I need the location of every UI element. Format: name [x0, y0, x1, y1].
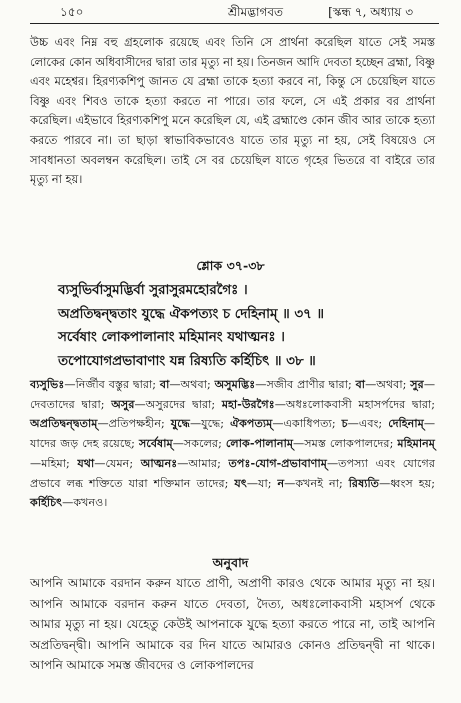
- purport-paragraph: উচ্চ এবং নিম্ন বহু গ্রহলোক রয়েছে এবং তিনি সে প্রার্থনা করেছিল যাতে সেই সমস্ত লোকের কোন অধিবাসীদের দ্বারা তার মৃত্যু না হয়। তিনজন আদি দেবতা হচ্ছেন ব্রহ্মা, বিষ্ণু এবং মহেশ্বর। হিরণ্যকশিপু জানত যে ব্রহ্মা তাকে হত্যা করবে না, কিন্তু সে চেয়েছিল যাতে বিষ্ণু এবং শিবও তাকে হত্যা করতে না পারে। তার ফলে, সে এই প্রকার বর প্রার্থনা করেছিল। এইভাবে হিরণ্যকশিপু মনে করেছিল যে, এই ব্রহ্মাণ্ডে কোন জীব আর তাকে হত্যা করতে পারবে না। তা ছাড়া স্বাভাবিকভাবেও যাতে তার মৃত্যু না হয়, সেই বিষয়েও সে সাবধানতা অবলম্বন করেছিল। তাই সে বর চেয়েছিল যাতে গৃহের ভিতরে বা বাইরে তার মৃত্যু না হয়।: [30, 35, 435, 187]
- synonym-term: বা: [159, 377, 170, 391]
- verse-line: অপ্রতিদ্বন্দ্বতাং যুদ্ধে ঐকপত্যং চ দেহিনাম্ ॥ ৩৭ ॥: [58, 305, 324, 322]
- synonym-meaning: একাধিপত্য: [283, 417, 332, 431]
- verse-block: [58, 279, 439, 373]
- synonym-term: সুর: [410, 377, 424, 391]
- synonym-meaning: ধ্বংস হয়: [390, 476, 432, 490]
- synonym-term: যৎ: [234, 475, 247, 490]
- synonym-term: আত্মনঃ: [140, 455, 178, 470]
- translation-paragraph: আপনি আমাকে বরদান করুন যাতে প্রাণী, অপ্রাণী কারও থেকে আমার মৃত্যু না হয়। আপনি আমাকে বরদান করুন যাতে দেবতা, দৈত্য, অধঃলোকবাসী মহাসর্প থেকে আমার মৃত্যু না হয়। যেহেতু কেউই আপনাকে যুদ্ধে হত্যা করতে পারে না, তাই আপনি অপ্রতিদ্বন্দ্বী। আপনি আমাকে বর দিন যাতে আমারও কোনও প্রতিদ্বন্দ্বী না থাকে। আপনি আমাকে সমস্ত জীবদের ও লোকপালদের: [30, 576, 435, 673]
- synonym-term: যথা: [77, 455, 95, 470]
- synonym-meaning: যুদ্ধে: [201, 417, 221, 431]
- synonym-meaning: কখনও: [73, 496, 104, 510]
- translation-heading: অনুবাদ: [212, 555, 249, 570]
- synonym-meaning: নির্জীব বস্তুর দ্বারা: [75, 378, 153, 391]
- synonym-term: অসুমদ্ভিঃ: [214, 377, 256, 391]
- synonym-meaning: সকলের: [183, 437, 219, 451]
- synonyms-block: ব্যসুভিঃ—নির্জীব বস্তুর দ্বারা; বা—অথবা; অসুমদ্ভিঃ—সজীব প্রাণীর দ্বারা; বা—অথবা; সুর—দেবতাদের দ্বারা; অসুর—অসুরদের দ্বারা; মহা-উরগৈঃ—অধঃলোকবাসী মহাসর্পদের দ্বারা; অপ্রতিদ্বন্দ্বতাম্—প্রতিপক্ষহীন; যুদ্ধে—যুদ্ধে; ঐকপত্যম্—একাধিপত্য; চ—এবং; দেহিনাম্—যাদের জড় দেহ রয়েছে; সর্বেষাম্—সকলের; লোক-পালানাম্—সমস্ত লোকপালদের; মহিমানম্—মহিমা; যথা—যেমন; আত্মনঃ—আমার; তপঃ-যোগ-প্রভাবাণাম্—তপস্যা এবং যোগের প্রভাবে লব্ধ শক্তিতে যারা শক্তিমান তাদের; যৎ—যা; ন—কখনই না; রিষ্যতি—ধ্বংস হয়; কর্হিচিৎ—কখনও।: [30, 377, 436, 510]
- synonym-term: অপ্রতিদ্বন্দ্বতাম্: [30, 416, 98, 431]
- synonym-meaning: যেমন: [105, 456, 130, 470]
- synonym-term: ঐকপত্যম্: [230, 416, 273, 431]
- synonym-term: বা: [355, 377, 366, 391]
- synonym-term: যুদ্ধে: [170, 416, 190, 431]
- book-title: শ্রীমদ্ভাগবত: [228, 5, 284, 19]
- synonym-term: ন: [277, 475, 285, 490]
- synonym-meaning: আমার: [188, 456, 218, 470]
- synonym-meaning: অথবা: [180, 378, 207, 391]
- synonym-term: মহিমানম্: [397, 436, 436, 451]
- synonym-meaning: কখনই না: [295, 476, 339, 490]
- synonym-meaning: এবং: [358, 417, 379, 431]
- synonym-term: লোক-পালানাম্: [225, 436, 294, 451]
- synonym-meaning: প্রতিপক্ষহীন: [108, 417, 162, 431]
- synonym-meaning: মহিমা: [41, 456, 66, 470]
- synonym-term: রিষ্যতি: [348, 475, 380, 490]
- synonym-meaning: অসুরদের দ্বারা: [145, 397, 212, 411]
- synonym-term: চ: [341, 416, 348, 431]
- synonym-meaning: অধঃলোকবাসী মহাসর্পদের দ্বারা: [285, 397, 432, 411]
- synonym-meaning: তপস্যা এবং যোগের প্রভাবে লব্ধ শক্তিতে যারা শক্তিমান তাদের: [30, 456, 436, 490]
- synonym-meaning: দেবতাদের দ্বারা: [30, 397, 101, 411]
- header-rule: [30, 23, 439, 24]
- synonym-term: কর্হিচিৎ: [30, 495, 63, 510]
- synonym-meaning: সমস্ত লোকপালদের: [304, 437, 390, 451]
- verse-line: তপোযোগপ্রভাবাণাং যন্ন রিষ্যতি কর্হিচিৎ ॥ ৩৮ ॥: [58, 352, 316, 369]
- synonym-term: সর্বেষাম্: [138, 436, 173, 451]
- verse-line: সর্বেষাং লোকপালানাং মহিমানং যথাত্মনঃ ।: [58, 329, 285, 345]
- synonym-meaning: অথবা: [376, 378, 403, 391]
- verse-heading: শ্লোক ৩৭-৩৮: [196, 258, 265, 273]
- synonym-meaning: যাদের জড় দেহ রয়েছে: [30, 437, 132, 451]
- section-reference: [স্কন্ধ ৭, অধ্যায় ৩: [328, 5, 413, 19]
- synonym-meaning: সজীব প্রাণীর দ্বারা: [266, 378, 348, 391]
- synonym-term: অসুর: [111, 396, 135, 411]
- synonym-term: তপঃ-যোগ-প্রভাবাণাম্: [228, 455, 327, 470]
- synonym-meaning: যা: [258, 476, 268, 490]
- synonym-term: ব্যসুভিঃ: [30, 377, 65, 391]
- verse-line: ব্যসুভির্বাসুমদ্ভির্বা সুরাসুরমহোরগৈঃ ।: [58, 282, 248, 298]
- page-header: [30, 0, 435, 22]
- synonym-term: মহা-উরগৈঃ: [221, 396, 275, 411]
- synonym-term: দেহিনাম্: [388, 416, 424, 431]
- page-number: ১৫০: [60, 5, 84, 19]
